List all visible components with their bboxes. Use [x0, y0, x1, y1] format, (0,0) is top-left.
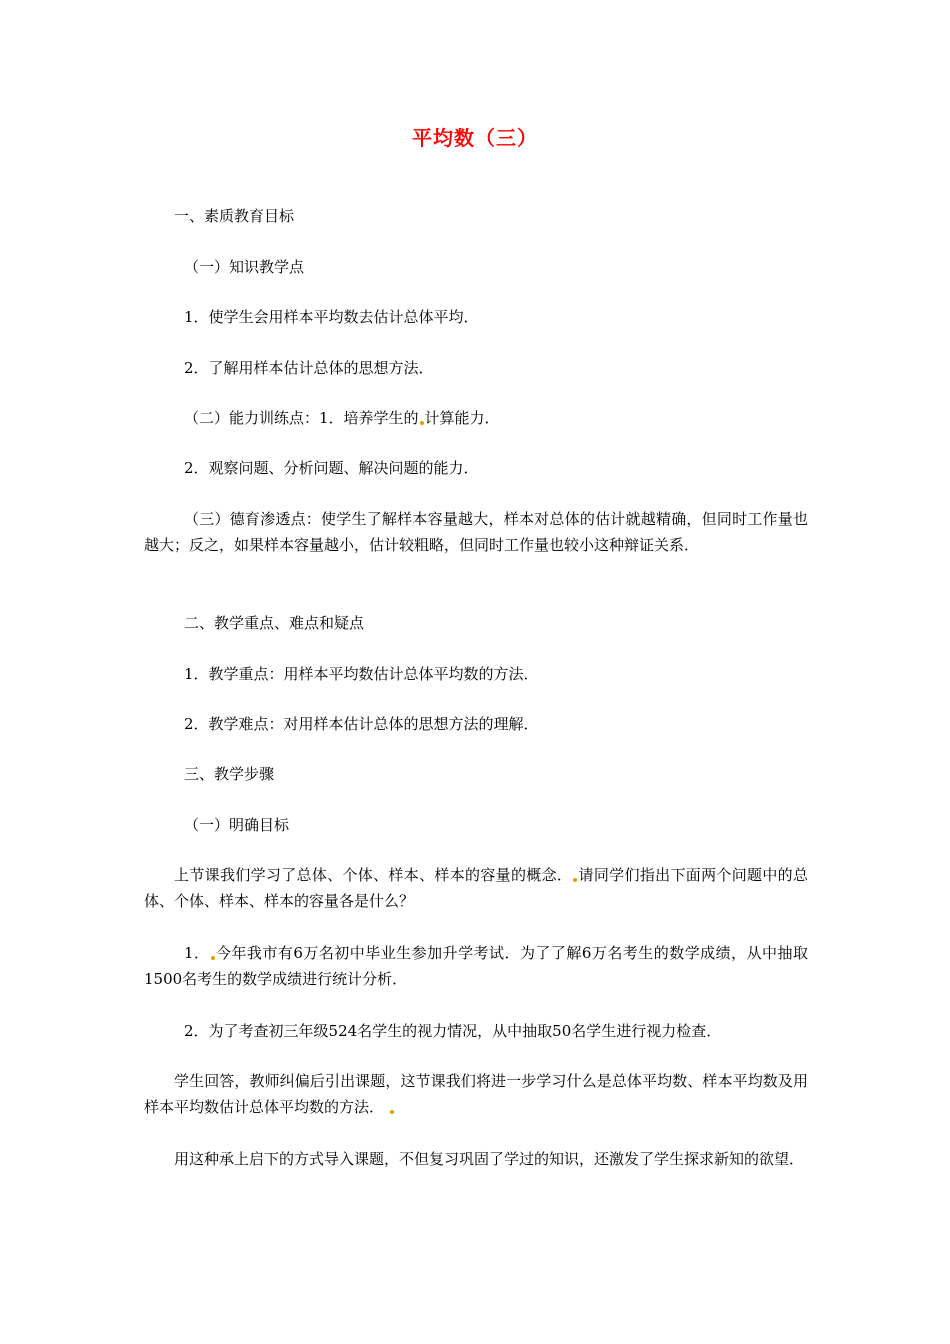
moral-paragraph: （三）德育渗透点：使学生了解样本容量越大，样本对总体的估计就越精确，但同时工作量也越大；反之，如果样本容量越小，估计较粗略，但同时工作量也较小这种辩证关系． — [144, 510, 808, 554]
section-heading-goals: 一、素质教育目标 — [174, 207, 295, 225]
knowledge-point-2: 2．了解用样本估计总体的思想方法． — [184, 359, 434, 377]
dot-mark — [573, 878, 577, 882]
intro-text-b: 请同学们指出下面两个问题中的总体、个体、样本、样本的容量各是什么？ — [144, 866, 808, 910]
subheading-knowledge: （一）知识教学点 — [184, 258, 305, 276]
question-1 — [144, 940, 808, 992]
knowledge-point-1: 1．使学生会用样本平均数去估计总体平均． — [184, 308, 479, 326]
section-heading-steps: 三、教学步骤 — [184, 765, 275, 783]
lead-paragraph: 用这种承上启下的方式导入课题，不但复习巩固了学过的知识，还激发了学生探求新知的欲望． — [174, 1150, 805, 1168]
question-1-number: 1． — [184, 944, 210, 962]
subheading-clarify: （一）明确目标 — [184, 816, 290, 834]
answer-paragraph — [144, 1068, 808, 1120]
dot-mark — [211, 956, 215, 960]
ability-text-a: （二）能力训练点：1．培养学生的 — [184, 409, 419, 427]
ability-text-b: 计算能力． — [424, 409, 500, 427]
key-point-2: 2．教学难点：对用样本估计总体的思想方法的理解． — [184, 715, 539, 733]
dot-mark — [420, 421, 424, 425]
key-point-1: 1．教学重点：用样本平均数估计总体平均数的方法． — [184, 665, 539, 683]
ability-point-1 — [144, 405, 848, 431]
question-1-text: 今年我市有6万名初中毕业生参加升学考试．为了了解6万名考生的数学成绩，从中抽取1500名考生的数学成绩进行统计分析． — [144, 944, 809, 988]
intro-paragraph — [144, 862, 808, 914]
section-heading-key: 二、教学重点、难点和疑点 — [184, 614, 365, 632]
answer-text: 学生回答，教师纠偏后引出课题，这节课我们将进一步学习什么是总体平均数、样本平均数及用样本平均数估计总体平均数的方法． — [144, 1072, 808, 1116]
question-2: 2．为了考查初三年级524名学生的视力情况，从中抽取50名学生进行视力检查． — [184, 1022, 722, 1040]
intro-text-a: 上节课我们学习了总体、个体、样本、样本的容量的概念． — [174, 866, 573, 884]
dot-mark — [390, 1110, 394, 1114]
ability-point-2: 2．观察问题、分析问题、解决问题的能力． — [184, 459, 479, 477]
document-title: 平均数（三） — [412, 126, 538, 150]
